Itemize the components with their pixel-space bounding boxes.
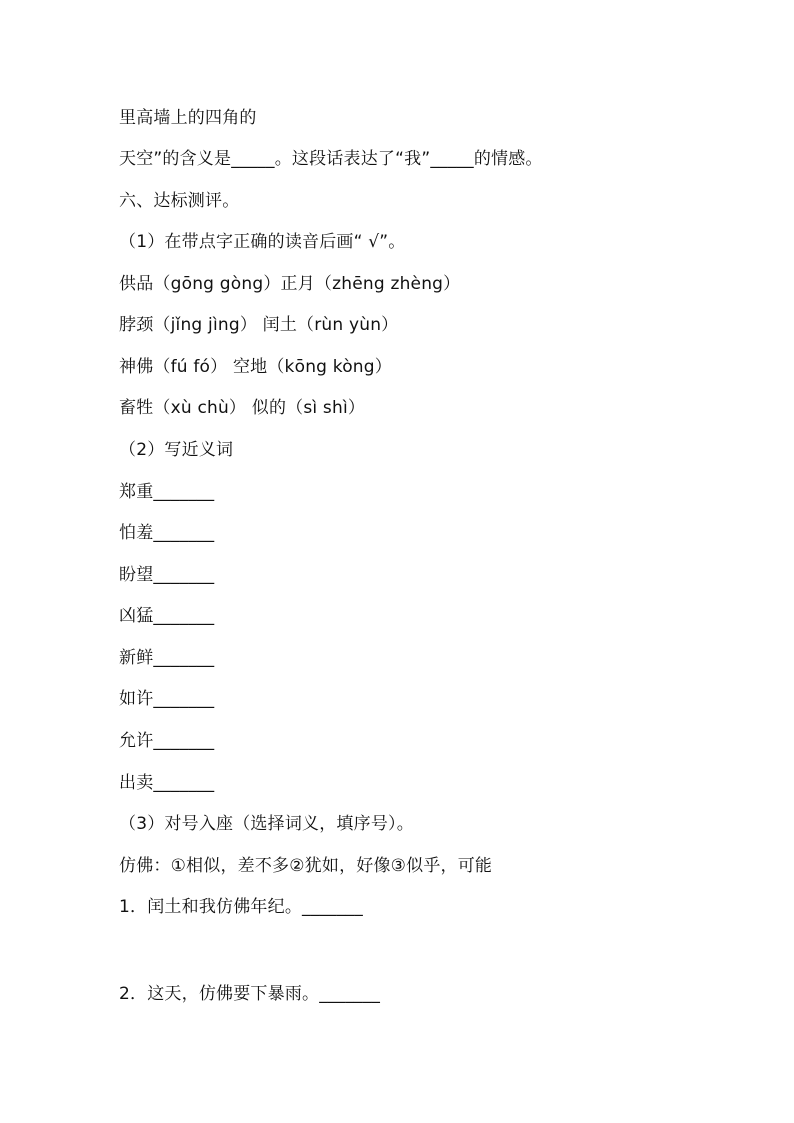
passage-text-line-2: 天空”的含义是_____。这段话表达了“我”_____的情感。 xyxy=(119,149,543,169)
question-1-prompt: （1）在带点字正确的读音后画“ √”。 xyxy=(119,232,406,252)
question-3-prompt: （3）对号入座（选择词义，填序号）。 xyxy=(119,814,414,834)
sentence-item-2: 2．这天，仿佛要下暴雨。_______ xyxy=(119,984,381,1004)
synonym-item: 怕羞_______ xyxy=(119,523,215,543)
word-definition: 仿佛：①相似，差不多②犹如，好像③似乎，可能 xyxy=(119,856,493,876)
pinyin-item-row-4: 畜牲（xù chù） 似的（sì shì） xyxy=(119,398,366,418)
section-heading: 六、达标测评。 xyxy=(119,191,240,211)
synonym-item: 盼望_______ xyxy=(119,565,215,585)
pinyin-item-row-3: 神佛（fú fó） 空地（kōng kòng） xyxy=(119,357,392,377)
synonym-item: 新鲜_______ xyxy=(119,648,215,668)
synonym-item: 凶猛_______ xyxy=(119,606,215,626)
passage-text-line-1: 里高墙上的四角的 xyxy=(119,108,257,128)
pinyin-item-row-2: 脖颈（jǐng jìng） 闰土（rùn yùn） xyxy=(119,315,399,335)
synonym-item: 郑重_______ xyxy=(119,482,215,502)
synonym-item: 允许_______ xyxy=(119,731,215,751)
synonym-item: 如许_______ xyxy=(119,689,215,709)
synonym-item: 出卖_______ xyxy=(119,773,215,793)
question-2-prompt: （2）写近义词 xyxy=(119,440,234,460)
pinyin-item-row-1: 供品（gōng gòng）正月（zhēng zhèng） xyxy=(119,274,461,294)
sentence-item-1: 1．闰土和我仿佛年纪。_______ xyxy=(119,897,363,917)
